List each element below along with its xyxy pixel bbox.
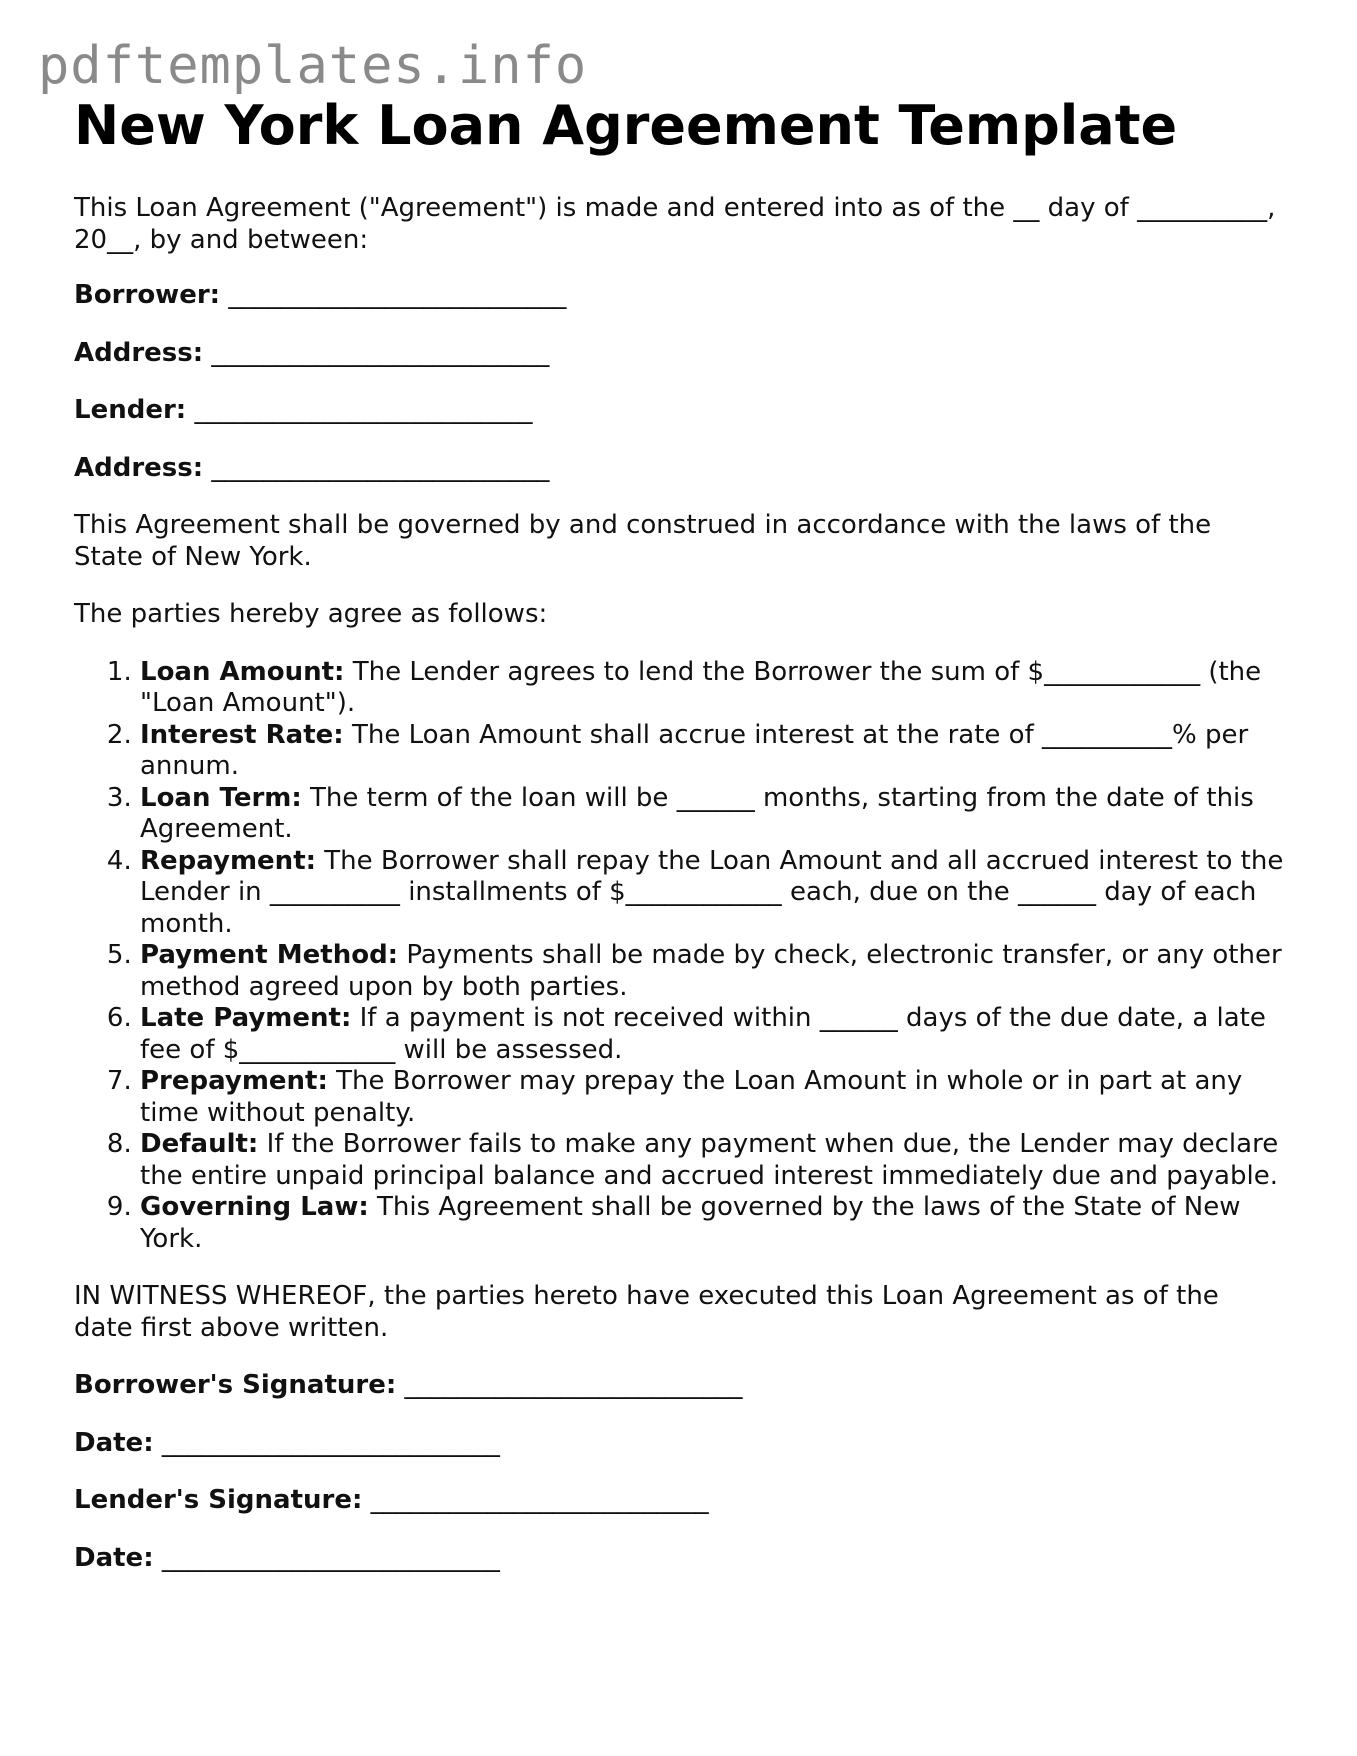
term-text: Payments shall be made by check, electronic transfer, or any other method agreed upon by both parties.	[140, 940, 1282, 1002]
borrower-address-blank[interactable]: __________________________	[211, 337, 550, 368]
term-heading: Governing Law:	[140, 1192, 369, 1222]
borrower-date-blank[interactable]: __________________________	[161, 1427, 500, 1458]
terms-list	[74, 657, 1284, 1256]
term-heading: Prepayment:	[140, 1066, 328, 1096]
list-item	[140, 657, 1284, 720]
page-title: New York Loan Agreement Template	[74, 94, 1178, 157]
list-item	[140, 940, 1284, 1003]
lender-date-blank[interactable]: __________________________	[161, 1542, 500, 1573]
field-label: Borrower:	[74, 280, 221, 310]
field-label: Address:	[74, 452, 204, 483]
watermark: pdftemplates.info	[38, 36, 588, 96]
field-label: Address:	[74, 337, 204, 368]
field-label: Borrower's Signature:	[74, 1370, 397, 1400]
lender-signature-field	[74, 1485, 1284, 1517]
agree-intro: The parties hereby agree as follows:	[74, 599, 548, 629]
list-item	[140, 1003, 1284, 1066]
lender-signature-blank[interactable]: __________________________	[370, 1485, 709, 1515]
borrower-date-field	[74, 1428, 1284, 1460]
lender-field	[74, 395, 1284, 427]
list-item	[140, 1192, 1284, 1255]
governing-statement: This Agreement shall be governed by and construed in accordance with the laws of the State of New York.	[74, 510, 1212, 572]
list-item	[140, 1066, 1284, 1129]
term-heading: Repayment:	[140, 845, 317, 876]
term-heading: Loan Term:	[140, 782, 302, 813]
term-heading: Default:	[140, 1129, 259, 1159]
borrower-signature-field	[74, 1370, 1284, 1402]
term-text: The Borrower shall repay the Loan Amount and all accrued interest to the Lender in __________ installments of $____________ each, due on the ______ day of each month.	[140, 845, 1284, 939]
term-text: The Loan Amount shall accrue interest at the rate of __________% per annum.	[140, 719, 1249, 781]
term-heading: Interest Rate:	[140, 719, 344, 750]
intro-paragraph: This Loan Agreement ("Agreement") is made and entered into as of the __ day of __________, 20__, by and between:	[74, 193, 1276, 255]
term-heading: Loan Amount:	[140, 656, 345, 687]
lender-address-field	[74, 453, 1284, 485]
borrower-field	[74, 280, 1284, 312]
term-text: If a payment is not received within ______ days of the due date, a late fee of $____________ will be assessed.	[140, 1003, 1266, 1065]
term-text: This Agreement shall be governed by the laws of the State of New York.	[140, 1192, 1241, 1254]
field-label: Date:	[74, 1427, 154, 1458]
lender-address-blank[interactable]: __________________________	[211, 452, 550, 483]
field-label: Date:	[74, 1542, 154, 1573]
term-heading: Payment Method:	[140, 940, 399, 970]
field-label: Lender's Signature:	[74, 1485, 363, 1515]
borrower-blank[interactable]: __________________________	[228, 280, 567, 310]
term-heading: Late Payment:	[140, 1003, 352, 1033]
borrower-signature-blank[interactable]: __________________________	[404, 1370, 743, 1400]
list-item	[140, 1129, 1284, 1192]
term-text: The Lender agrees to lend the Borrower the sum of $____________ (the "Loan Amount").	[140, 656, 1262, 718]
list-item	[140, 846, 1284, 941]
witness-paragraph: IN WITNESS WHEREOF, the parties hereto have executed this Loan Agreement as of the date first above written.	[74, 1281, 1219, 1343]
document-body	[74, 193, 1284, 1600]
list-item	[140, 720, 1284, 783]
term-text: The Borrower may prepay the Loan Amount in whole or in part at any time without penalty.	[140, 1066, 1243, 1128]
field-label: Lender:	[74, 395, 187, 425]
term-text: If the Borrower fails to make any payment when due, the Lender may declare the entire unpaid principal balance and accrued interest immediately due and payable.	[140, 1129, 1279, 1191]
lender-date-field	[74, 1543, 1284, 1575]
lender-blank[interactable]: __________________________	[194, 395, 533, 425]
list-item	[140, 783, 1284, 846]
term-text: The term of the loan will be ______ months, starting from the date of this Agreement.	[140, 782, 1254, 844]
borrower-address-field	[74, 338, 1284, 370]
